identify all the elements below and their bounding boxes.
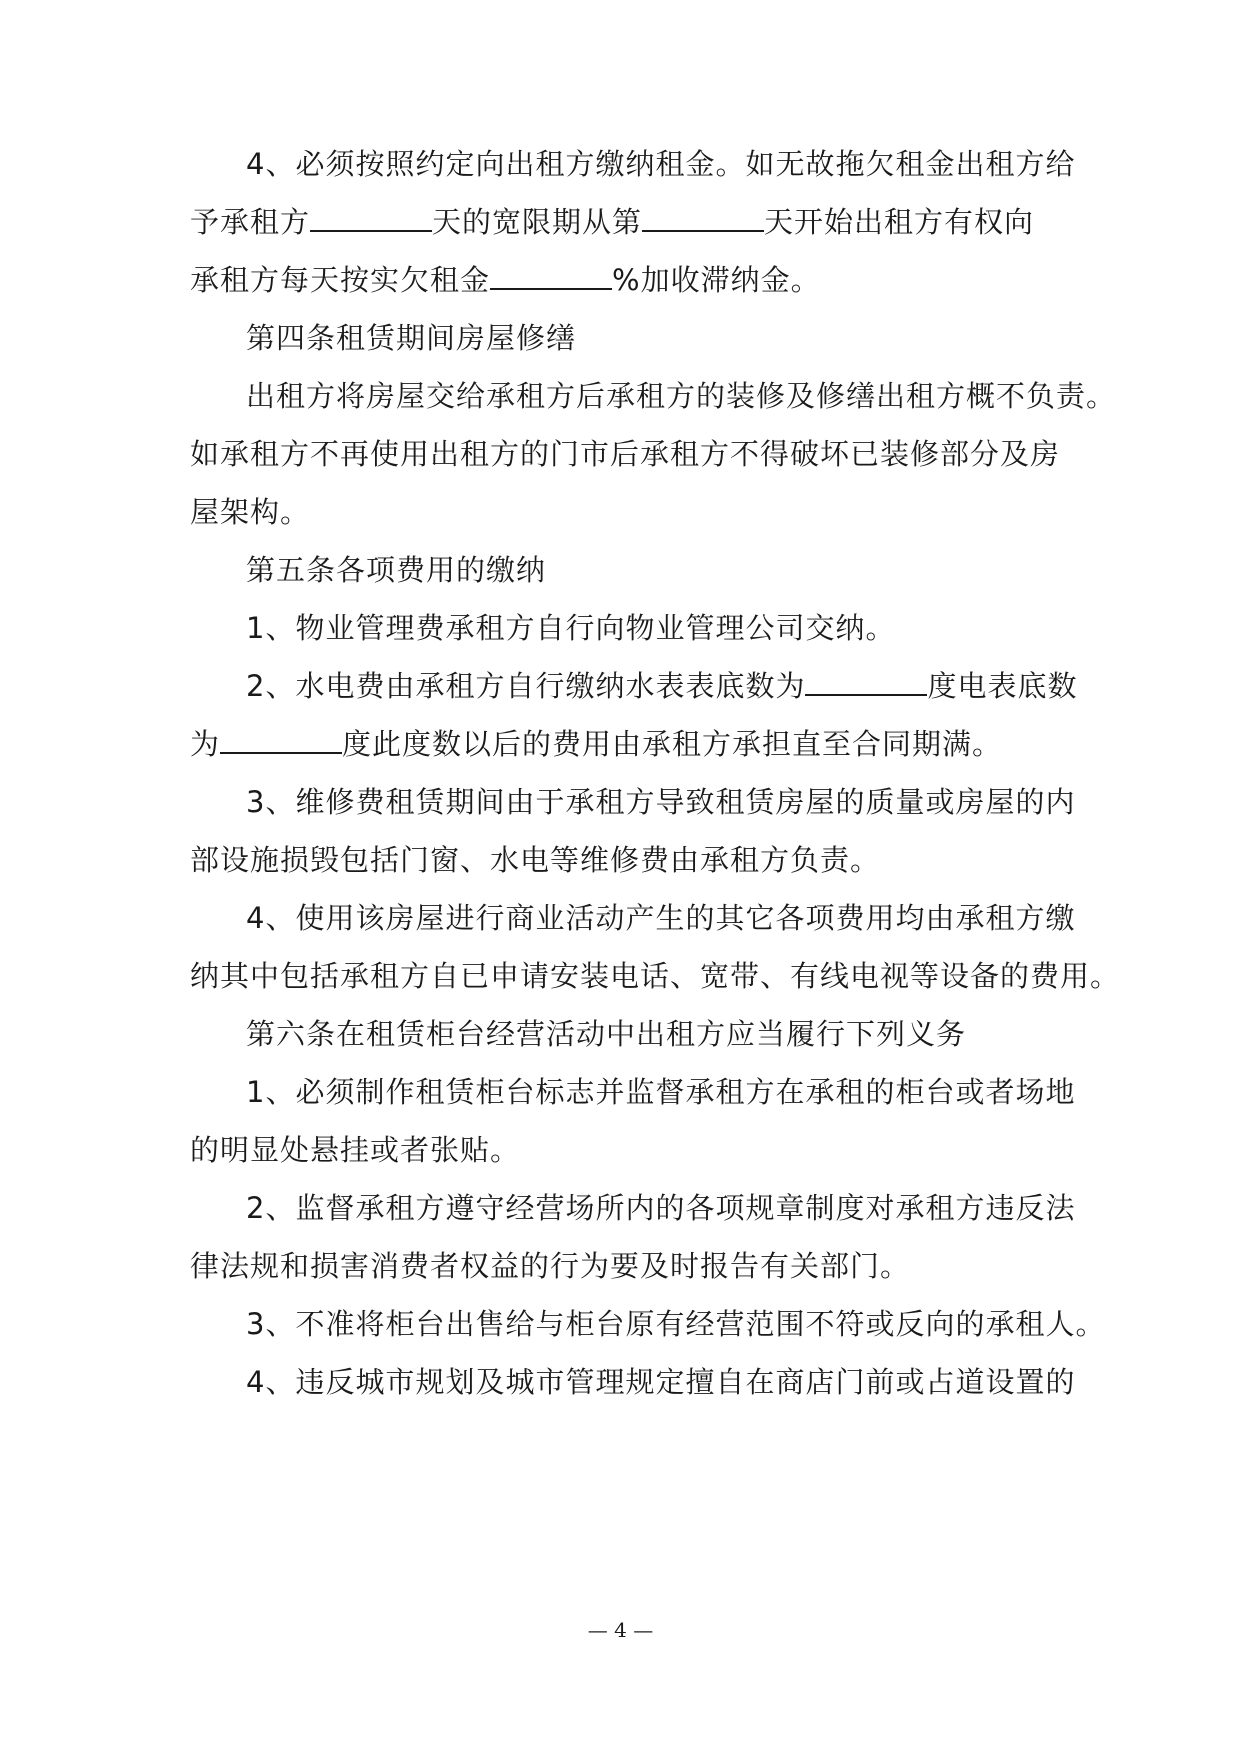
paragraph-line-3 <box>190 262 821 298</box>
section-heading-article-5: 第五条各项费用的缴纳 <box>246 553 547 587</box>
paragraph-line-15: 纳其中包括承租方自已申请安装电话、宽带、有线电视等设备的费用。 <box>190 959 1121 993</box>
paragraph-line-1: 4、必须按照约定向出租方缴纳租金。如无故拖欠租金出租方给 <box>246 147 1076 181</box>
fill-in-blank <box>642 208 764 232</box>
paragraph-line-20: 律法规和损害消费者权益的行为要及时报告有关部门。 <box>190 1249 911 1283</box>
fill-in-blank <box>490 266 612 290</box>
paragraph-line-17: 1、必须制作租赁柜台标志并监督承租方在承租的柜台或者场地 <box>246 1075 1076 1109</box>
text-segment: 承租方每天按实欠租金 <box>190 263 491 297</box>
text-segment: 天的宽限期从第 <box>432 205 643 239</box>
paragraph-line-18: 的明显处悬挂或者张贴。 <box>190 1133 521 1167</box>
text-segment: 2、水电费由承租方自行缴纳水表表底数为 <box>246 669 806 703</box>
text-segment: 天开始出租方有权向 <box>764 205 1035 239</box>
paragraph-line-7: 屋架构。 <box>190 495 311 529</box>
section-heading-article-6: 第六条在租赁柜台经营活动中出租方应当履行下列义务 <box>246 1017 967 1051</box>
paragraph-line-9: 1、物业管理费承租方自行向物业管理公司交纳。 <box>246 611 896 645</box>
text-segment: 度电表底数 <box>927 669 1078 703</box>
paragraph-line-6: 如承租方不再使用出租方的门市后承租方不得破坏已装修部分及房 <box>190 437 1061 471</box>
fill-in-blank <box>220 730 342 754</box>
text-segment: %加收滞纳金。 <box>612 263 821 297</box>
text-segment: 度此度数以后的费用由承租方承担直至合同期满。 <box>342 727 1003 761</box>
text-segment: 为 <box>190 727 221 761</box>
paragraph-line-11 <box>190 726 1002 762</box>
paragraph-line-12: 3、维修费租赁期间由于承租方导致租赁房屋的质量或房屋的内 <box>246 785 1076 819</box>
paragraph-line-22: 4、违反城市规划及城市管理规定擅自在商店门前或占道设置的 <box>246 1365 1076 1399</box>
paragraph-line-13: 部设施损毁包括门窗、水电等维修费由承租方负责。 <box>190 843 881 877</box>
paragraph-line-2 <box>190 204 1034 240</box>
paragraph-line-19: 2、监督承租方遵守经营场所内的各项规章制度对承租方违反法 <box>246 1191 1076 1225</box>
page-number: — 4 — <box>587 1618 654 1642</box>
text-segment: 予承租方 <box>190 205 311 239</box>
paragraph-line-21: 3、不准将柜台出售给与柜台原有经营范围不符或反向的承租人。 <box>246 1307 1106 1341</box>
section-heading-article-4: 第四条租赁期间房屋修缮 <box>246 321 577 355</box>
paragraph-line-10 <box>246 668 1077 704</box>
fill-in-blank <box>805 672 927 696</box>
paragraph-line-14: 4、使用该房屋进行商业活动产生的其它各项费用均由承租方缴 <box>246 901 1076 935</box>
paragraph-line-5: 出租方将房屋交给承租方后承租方的装修及修缮出租方概不负责。 <box>246 379 1117 413</box>
fill-in-blank <box>310 208 432 232</box>
